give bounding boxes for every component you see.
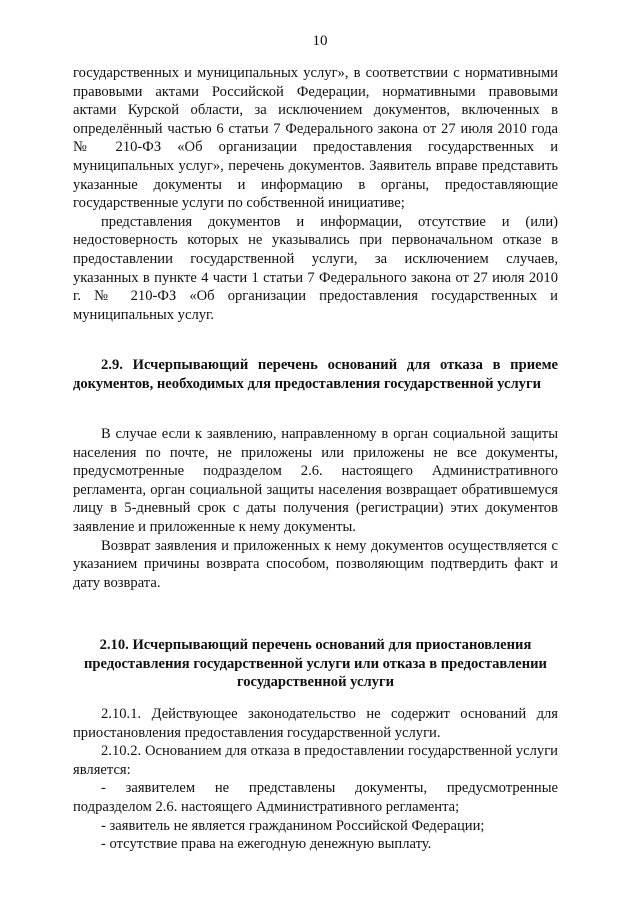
section-2-9-paragraph-1: В случае если к заявлению, направленному в орган социальной защиты населения по почте, не приложены или приложены не все документы, предусмотренные подразделом 2.6. настоящего Административного регламента, орган социальной защиты населения возвращает обратившемуся лицу в 5-дневный срок с даты получения (регистрации) этих документов заявление и приложенные к нему документы. — [73, 426, 558, 535]
section-2-10-text-block — [73, 705, 558, 854]
section-2-10-paragraph-2: 2.10.2. Основанием для отказа в предоставлении государственной услуги является: — [73, 743, 558, 778]
section-2-10-list-item-3: - отсутствие права на ежегодную денежную выплату. — [101, 836, 432, 853]
section-2-10-heading-line-3: государственной услуги — [236, 674, 395, 691]
section-2-10-heading-line-1: 2.10. Исчерпывающий перечень оснований для приостановления — [99, 637, 532, 653]
section-2-10-paragraph-1: 2.10.1. Действующее законодательство не содержит оснований для приостановления предоставления государственной услуги. — [73, 706, 558, 741]
section-2-9-heading: 2.9. Исчерпывающий перечень оснований для отказа в приеме документов, необходимых для предоставления государственной услуги — [73, 357, 558, 392]
section-2-10-list-item-1: - заявителем не представлены документы, предусмотренные подразделом 2.6. настоящего Административного регламента; — [73, 780, 558, 815]
section-2-10-list-item-2: - заявитель не является гражданином Российской Федерации; — [101, 817, 485, 834]
page-number: 10 — [312, 33, 328, 49]
section-2-10-heading-line-2: предоставления государственной услуги или отказа в предоставлении — [84, 655, 547, 672]
intro-text-block — [73, 64, 558, 324]
section-2-9-text-block — [73, 425, 558, 592]
section-2-10-heading — [73, 636, 558, 692]
section-2-9-paragraph-2: Возврат заявления и приложенных к нему документов осуществляется с указанием причины возврата способом, позволяющим подтвердить факт и дату возврата. — [73, 537, 558, 591]
intro-paragraph-2: представления документов и информации, отсутствие и (или) недостоверность которых не указывались при первоначальном отказе в предоставлении государственной услуги, за исключением случаев, указанных в пункте 4 части 1 статьи 7 Федерального закона от 27 июля 2010 г. № 210-ФЗ «Об организации предоставления государственных и муниципальных услуг. — [73, 213, 558, 323]
intro-paragraph-1: государственных и муниципальных услуг», в соответствии с нормативными правовыми актами Российской Федерации, нормативными правовыми актами Курской области, за исключением документов, включенных в определённый частью 6 статьи 7 Федерального закона от 27 июля 2010 года № 210-ФЗ «Об организации предоставления государственных и муниципальных услуг», перечень документов. Заявитель вправе представить указанные документы и информацию в органы, предоставляющие государственные услуги по собственной инициативе; — [73, 65, 558, 212]
